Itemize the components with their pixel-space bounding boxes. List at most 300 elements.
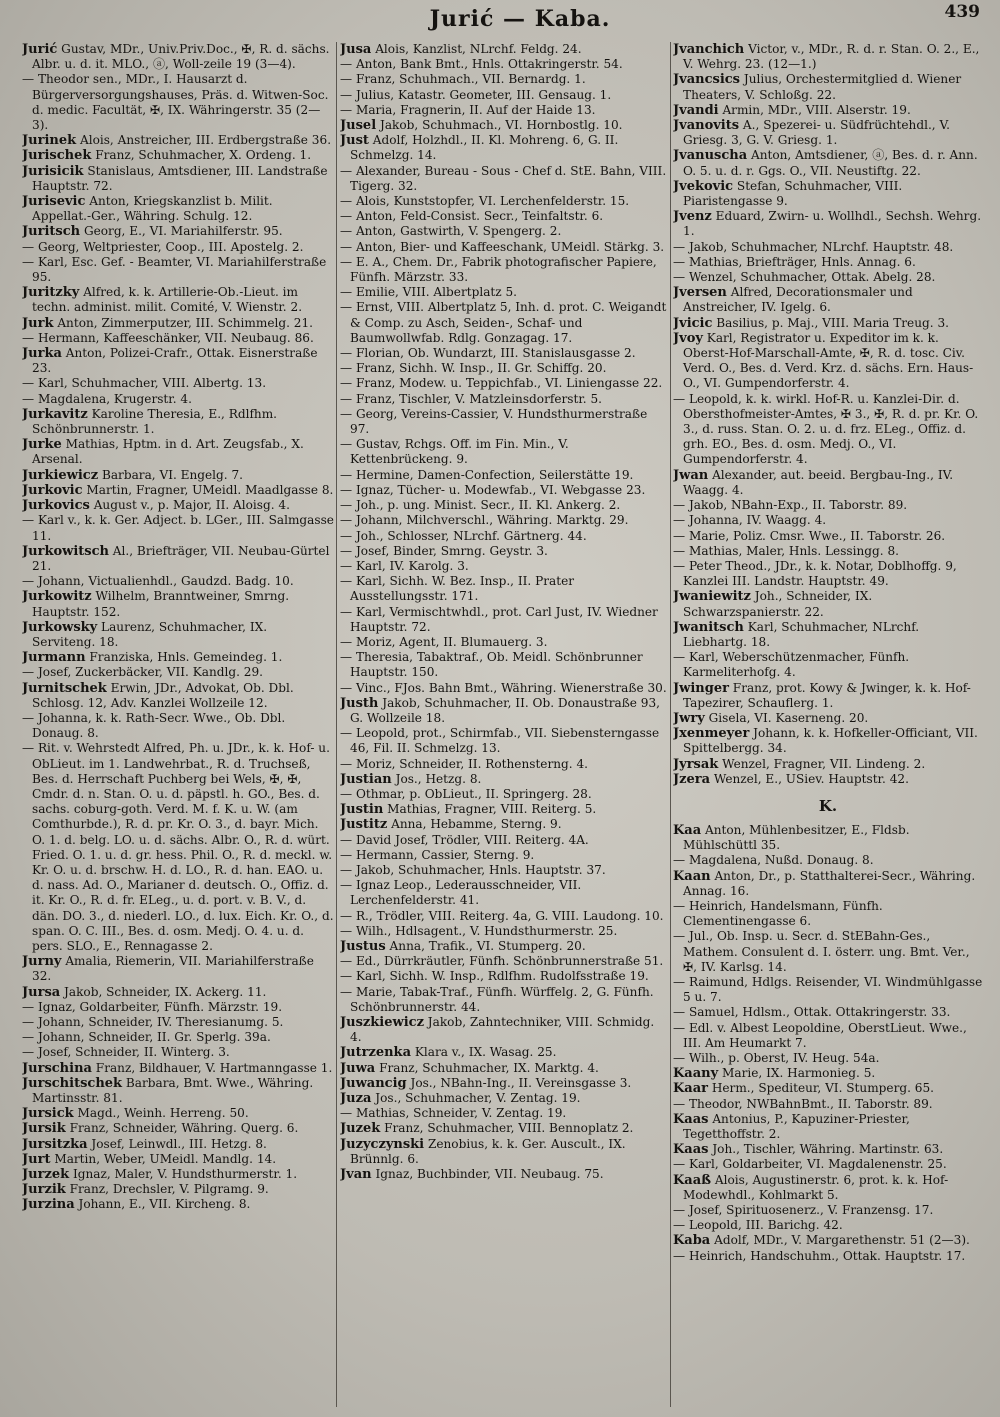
entry-details: Anna, Hebamme, Sterng. 9. [387, 817, 562, 832]
entry-details: Joh., Tischler, Währing. Martinstr. 63. [708, 1142, 944, 1157]
entry-surname: Jvan [340, 1167, 372, 1183]
directory-entry [340, 924, 668, 939]
entry-surname: Justh [340, 695, 379, 711]
directory-entry [22, 954, 334, 984]
entry-surname: Jurk [22, 315, 54, 331]
directory-entry [22, 544, 334, 574]
entry-details: Franziska, Hnls. Gemeindeg. 1. [85, 650, 283, 665]
entry-surname: Kaaß [673, 1172, 712, 1188]
entry-details: — Johanna, IV. Waagg. 4. [673, 513, 827, 528]
directory-entry [22, 164, 334, 194]
entry-details: — Johann, Schneider, IV. Theresianumg. 5. [22, 1015, 284, 1029]
entry-details: — Alois, Kunststopfer, VI. Lerchenfelderstr. 15. [340, 194, 630, 209]
entry-surname: Jurkovics [22, 498, 90, 514]
directory-entry [673, 529, 983, 544]
directory-entry [340, 863, 668, 878]
entry-surname: Kaan [673, 868, 711, 884]
directory-entry [340, 696, 668, 726]
directory-entry [340, 72, 668, 87]
entry-surname: Kaar [673, 1081, 708, 1097]
directory-entry [673, 559, 983, 589]
entry-details: — Magdalena, Krugerstr. 4. [22, 391, 192, 406]
entry-details: — Moriz, Schneider, II. Rothensterng. 4. [340, 756, 588, 771]
directory-entry [340, 650, 668, 680]
directory-entry [22, 1197, 334, 1212]
directory-entry [22, 1030, 334, 1045]
entry-surname: Jwan [673, 467, 709, 483]
directory-entry [340, 300, 668, 346]
entry-details: Joh., Schneider, IX. Schwarzspanierstr. 22. [683, 589, 873, 619]
entry-surname: Justus [340, 938, 386, 954]
entry-details: Wilhelm, Branntweiner, Smrng. Hauptstr. 152. [32, 589, 290, 619]
directory-entry [340, 605, 668, 635]
column-divider [336, 42, 337, 1407]
entry-surname: Jurkowitz [22, 589, 92, 605]
entry-surname: Jurkowsky [22, 619, 98, 635]
entry-details: — Mathias, Schneider, V. Zentag. 19. [340, 1106, 567, 1121]
directory-entry [340, 224, 668, 239]
entry-surname: Jurisicik [22, 163, 84, 179]
entry-details: Franz, Schuhmacher, X. Ordeng. 1. [91, 148, 312, 163]
entry-details: Martin, Weber, UMeidl. Mandlg. 14. [50, 1151, 277, 1166]
directory-entry [340, 574, 668, 604]
entry-details: — Franz, Sichh. W. Insp., II. Gr. Schiffg. 20. [340, 361, 607, 376]
directory-entry [340, 118, 668, 133]
entry-details: Eduard, Zwirn- u. Wollhdl., Sechsh. Wehrg. 1. [683, 209, 982, 239]
entry-surname: Jurny [22, 954, 62, 970]
entry-surname: Jurmann [22, 650, 86, 666]
entry-surname: Jutrzenka [340, 1045, 411, 1061]
entry-details: — Ed., Dürrkräutler, Fünfh. Schönbrunnerstraße 51. [340, 954, 664, 969]
directory-entry [673, 757, 983, 772]
directory-entry [340, 726, 668, 756]
entry-surname: Jurke [22, 437, 62, 453]
directory-entry [673, 1218, 983, 1233]
directory-entry [22, 376, 334, 391]
entry-details: Herm., Spediteur, VI. Stumperg. 65. [708, 1081, 935, 1096]
directory-entry [673, 899, 983, 929]
entry-details: Martin, Fragner, UMeidl. Maadlgasse 8. [82, 482, 334, 497]
entry-details: — Karl, Schuhmacher, VIII. Albertg. 13. [22, 376, 267, 391]
entry-details: — Josef, Schneider, II. Winterg. 3. [22, 1045, 230, 1060]
entry-surname: Jurisevic [22, 194, 86, 210]
entry-details: Zenobius, k. k. Ger. Auscult., IX. Brünnlg. 6. [350, 1136, 626, 1166]
entry-details: Stefan, Schuhmacher, VIII. Piaristengasse 9. [683, 178, 903, 209]
entry-surname: Jvanovits [673, 118, 740, 134]
entry-details: Franz, Schuhmacher, VIII. Bennoplatz 2. [380, 1121, 634, 1136]
entry-details: — Mathias, Briefträger, Hnls. Annag. 6. [673, 254, 916, 269]
directory-entry [22, 240, 334, 255]
entry-details: Karoline Theresia, E., Rdlfhm. Schönbrunnerstr. 1. [32, 406, 278, 437]
entry-details: — Ignaz Leop., Lederausschneider, VII. Lerchenfelderstr. 41. [340, 878, 582, 908]
entry-surname: Jvoy [673, 330, 703, 346]
directory-entry [340, 939, 668, 954]
entry-details: Adolf, Holzhdl., II. Kl. Mohreng. 6, G. II. Schmelzg. 14. [350, 133, 619, 163]
entry-details: Alois, Anstreicher, III. Erdbergstraße 36. [76, 133, 332, 148]
entry-details: Alois, Kanzlist, NLrchf. Feldg. 24. [371, 42, 582, 56]
directory-entry [340, 483, 668, 498]
directory-entry [673, 1021, 983, 1051]
directory-entry [673, 929, 983, 975]
entry-details: — Moriz, Agent, II. Blumauerg. 3. [340, 634, 548, 649]
entry-details: Georg, E., VI. Mariahilferstr. 95. [80, 224, 283, 239]
entry-details: Magd., Weinh. Herreng. 50. [73, 1106, 249, 1121]
directory-entry [340, 376, 668, 391]
directory-entry [340, 802, 668, 817]
entry-surname: Jurka [22, 346, 62, 362]
directory-entry [340, 468, 668, 483]
entry-details: Mathias, Hptm. in d. Art. Zeugsfab., X. Arsenal. [32, 437, 304, 467]
entry-details: Julius, Orchestermitglied d. Wiener Theaters, V. Schloßg. 22. [683, 72, 962, 102]
entry-details: Jos., NBahn-Ing., II. Vereinsgasse 3. [406, 1075, 632, 1090]
entry-surname: Jurzina [22, 1197, 75, 1213]
directory-entry [340, 42, 668, 57]
entry-surname: Jvandi [673, 102, 719, 118]
entry-details: — Leopold, k. k. wirkl. Hof-R. u. Kanzlei-Dir. d. Obersthofmeister-Amtes, ✠ 3., ✠, R. d. pr. Kr. O. 3., d. russ. Stan. O. 2. u. d. frz. ELeg., Offiz. d. grh. EO., Bes. d. osm. Medj. O., VI. Gumpendorferstr. 4. [673, 391, 979, 467]
directory-entry [673, 1249, 983, 1264]
directory-entry [673, 1157, 983, 1172]
entry-details: — Josef, Spirituosenerz., V. Franzensg. 17. [673, 1203, 934, 1218]
entry-details: Basilius, p. Maj., VIII. Maria Treug. 3. [712, 315, 949, 330]
entry-details: Anton, Zimmerputzer, III. Schimmelg. 21. [53, 315, 314, 330]
entry-details: Anton, Amtsdiener, ⓐ, Bes. d. r. Ann. O. 5. u. d. r. Ggs. O., VII. Neustiftg. 22. [683, 148, 978, 178]
entry-details: Mathias, Fragner, VIII. Reiterg. 5. [383, 802, 597, 817]
entry-surname: Jurić [22, 42, 58, 57]
entry-details: — Anton, Feld-Consist. Secr., Teinfaltstr. 6. [340, 209, 604, 224]
directory-entry [673, 711, 983, 726]
entry-details: Alfred, k. k. Artillerie-Ob.-Lieut. im techn. administ. milit. Comité, V. Wienstr. 2. [32, 285, 303, 315]
entry-details: Jos., Hetzg. 8. [391, 771, 482, 786]
entry-details: — Julius, Katastr. Geometer, III. Gensaug. 1. [340, 87, 612, 102]
entry-details: Franz, Schneider, Währing. Querg. 6. [65, 1121, 299, 1136]
entry-surname: Juszkiewicz [340, 1015, 424, 1030]
directory-entry [673, 589, 983, 619]
entry-surname: Jzera [673, 771, 711, 787]
entry-details: Armin, MDr., VIII. Alserstr. 19. [718, 102, 911, 117]
entry-details: — Hermann, Kaffeeschänker, VII. Neubaug. 86. [22, 330, 314, 345]
column-3-entries [673, 42, 983, 787]
entry-surname: Jursick [22, 1106, 74, 1122]
entry-details: — Johann, Milchverschl., Währing. Marktg. 29. [340, 513, 629, 528]
directory-entry [22, 620, 334, 650]
entry-details: Amalia, Riemerin, VII. Mariahilferstraße 32. [32, 954, 314, 984]
directory-entry [340, 635, 668, 650]
entry-details: Jakob, Zahntechniker, VIII. Schmidg. 4. [350, 1015, 655, 1045]
entry-details: — Anton, Bank Bmt., Hnls. Ottakringerstr. 54. [340, 57, 623, 72]
directory-entry [22, 468, 334, 483]
entry-details: — Karl, Sichh. W. Bez. Insp., II. Prater Ausstellungsstr. 171. [340, 574, 575, 604]
entry-details: — Leopold, III. Barichg. 42. [673, 1218, 843, 1233]
entry-surname: Juzek [340, 1121, 381, 1137]
entry-details: — Leopold, prot., Schirmfab., VII. Siebensterngasse 46, Fil. II. Schmelzg. 13. [340, 726, 660, 756]
entry-surname: Juza [340, 1091, 372, 1107]
directory-entry [22, 437, 334, 467]
directory-entry [673, 620, 983, 650]
page-number: 439 [944, 2, 980, 22]
entry-details: Josef, Leinwdl., III. Hetzg. 8. [87, 1136, 267, 1151]
entry-details: Anton, Dr., p. Statthalterei-Secr., Währing. Annag. 16. [683, 868, 976, 898]
entry-surname: Jwry [673, 710, 705, 726]
entry-details: Wenzel, E., USiev. Hauptstr. 42. [710, 771, 909, 786]
entry-details: — Peter Theod., JDr., k. k. Notar, Doblhoffg. 9, Kanzlei III. Landstr. Hauptstr. 49. [673, 558, 957, 589]
directory-entry [340, 57, 668, 72]
entry-details: — Wilh., p. Oberst, IV. Heug. 54a. [673, 1051, 880, 1065]
entry-details: Ignaz, Maler, V. Hundsthurmerstr. 1. [69, 1167, 298, 1182]
entry-details: Franz, Drechsler, V. Pilgramg. 9. [65, 1182, 269, 1197]
entry-details: — Emilie, VIII. Albertplatz 5. [340, 285, 518, 300]
entry-surname: Jwinger [673, 680, 729, 696]
entry-details: — Jakob, Schuhmacher, NLrchf. Hauptstr. 48. [673, 239, 954, 254]
directory-entry [673, 179, 983, 209]
entry-details: Anton, Polizei-Crafr., Ottak. Eisnerstraße 23. [32, 346, 318, 376]
entry-surname: Jvicic [673, 315, 713, 331]
entry-details: Gisela, VI. Kaserneng. 20. [704, 710, 869, 725]
directory-entry [340, 1106, 668, 1121]
directory-entry [673, 209, 983, 239]
directory-entry [673, 1112, 983, 1142]
directory-entry [673, 148, 983, 178]
entry-details: Al., Briefträger, VII. Neubau-Gürtel 21. [32, 543, 330, 573]
entry-details: — Karl, IV. Karolg. 3. [340, 558, 469, 573]
directory-entry [673, 1005, 983, 1020]
entry-surname: Juwancig [340, 1075, 407, 1091]
directory-entry [673, 823, 983, 853]
entry-details: — Rit. v. Wehrstedt Alfred, Ph. u. JDr., k. k. Hof- u. ObLieut. im 1. Landwehrbat., R. d. Truchseß, Bes. d. Herrschaft Puchberg bei Wels, ✠, ✠, Cmdr. d. n. Stan. O. u. d. päpstl. h. GO., Bes. d. sachs. coburg-goth. Verd. M. f. K. u. W. (am Comthurbde.), R. d. pr. Kr. O. 3., d. bayr. Mich. O. 1. d. belg. LO. u. d. sächs. Albr. O., R. d. würt. Fried. O. 1. u. d. gr. hess. Phil. O., R. d. meckl. w. Kr. O. u. d. brschw. H. d. LO., R. d. han. EAO. u. d. nass. Ad. O., Marianer d. deutsch. O., Offiz. d. it. Kr. O., R. d. fr. ELeg., u. d. port. v. B. V., d. dän. DO. 3., d. niederl. LO., d. lux. Eich. Kr. O., d. span. O. C. III., Bes. d. osm. Medj. O. 4. u. d. pers. SLO., E., Rennagasse 2. [22, 741, 334, 953]
entry-details: — Johann, Schneider, II. Gr. Sperlg. 39a. [22, 1030, 271, 1045]
entry-details: — Wilh., Hdlsagent., V. Hundsthurmerstr. 25. [340, 923, 618, 938]
directory-entry [673, 1097, 983, 1112]
entry-details: — Karl, Vermischtwhdl., prot. Carl Just, IV. Wiedner Hauptstr. 72. [340, 604, 658, 634]
entry-surname: Jurkavitz [22, 406, 88, 422]
directory-entry [22, 133, 334, 148]
entry-details: Victor, v., MDr., R. d. r. Stan. O. 2., E., V. Wehrg. 23. (12—1.) [683, 42, 980, 72]
entry-surname: Jurschitschek [22, 1075, 123, 1091]
entry-details: Laurenz, Schuhmacher, IX. Serviteng. 18. [32, 619, 268, 649]
directory-entry [22, 1182, 334, 1197]
directory-entry [340, 772, 668, 787]
directory-entry [673, 118, 983, 148]
entry-details: — Ignaz, Goldarbeiter, Fünfh. Märzstr. 19. [22, 999, 283, 1014]
column-3 [673, 42, 983, 1409]
entry-details: Barbara, Bmt. Wwe., Währing. Martinsstr. 81. [32, 1075, 314, 1106]
directory-entry [340, 817, 668, 832]
entry-details: Jos., Schuhmacher, V. Zentag. 19. [371, 1091, 581, 1106]
entry-details: — Raimund, Hdlgs. Reisender, VI. Windmühlgasse 5 u. 7. [673, 974, 983, 1005]
entry-details: Franz, prot. Kowy & Jwinger, k. k. Hof-Tapezirer, Schauflerg. 1. [683, 680, 971, 710]
directory-entry [673, 316, 983, 331]
entry-surname: Juritsch [22, 224, 81, 240]
entry-details: — David Josef, Trödler, VIII. Reiterg. 4A. [340, 832, 589, 847]
entry-details: — Karl, Weberschützenmacher, Fünfh. Karmeliterhofg. 4. [673, 650, 910, 680]
directory-entry [340, 240, 668, 255]
directory-entry [673, 650, 983, 680]
directory-entry [22, 513, 334, 543]
directory-entry [673, 681, 983, 711]
page-header [0, 0, 1000, 40]
entry-details: — Theodor, NWBahnBmt., II. Taborstr. 89. [673, 1096, 933, 1111]
entry-details: — Karl, Esc. Gef. - Beamter, VI. Mariahilferstraße 95. [22, 254, 327, 285]
directory-entry [22, 589, 334, 619]
directory-entry [340, 513, 668, 528]
directory-entry [340, 757, 668, 772]
entry-surname: Juwa [340, 1060, 376, 1076]
directory-entry [22, 665, 334, 680]
entry-surname: Jurschina [22, 1060, 92, 1076]
entry-details: — Jakob, Schuhmacher, Hnls. Hauptstr. 37. [340, 862, 606, 877]
entry-details: — Alexander, Bureau - Sous - Chef d. StE. Bahn, VIII. Tigerg. 32. [340, 163, 667, 193]
entry-details: — Wenzel, Schuhmacher, Ottak. Abelg. 28. [673, 270, 936, 285]
directory-entry [340, 878, 668, 908]
directory-entry [340, 529, 668, 544]
directory-entry [340, 209, 668, 224]
directory-entry [673, 42, 983, 72]
entry-details: — Vinc., FJos. Bahn Bmt., Währing. Wienerstraße 30. [340, 680, 667, 695]
entry-surname: Jurischek [22, 148, 92, 164]
entry-surname: Kaas [673, 1142, 709, 1158]
directory-entry [22, 681, 334, 711]
directory-entry [673, 726, 983, 756]
entry-surname: Jyrsak [673, 756, 719, 772]
directory-entry [22, 42, 334, 72]
directory-entry [673, 270, 983, 285]
directory-entry [340, 255, 668, 285]
entry-details: Johann, E., VII. Kircheng. 8. [74, 1197, 251, 1212]
entry-surname: Juritzky [22, 285, 80, 301]
directory-entry [340, 985, 668, 1015]
directory-entry [673, 772, 983, 787]
entry-details: Antonius, P., Kapuziner-Priester, Tegetthoffstr. 2. [683, 1111, 910, 1142]
entry-surname: Jusel [340, 118, 377, 134]
directory-entry [673, 331, 983, 392]
entry-details: — Karl, Goldarbeiter, VI. Magdalenenstr. 25. [673, 1157, 947, 1172]
entry-details: — Ignaz, Tücher- u. Modewfab., VI. Webgasse 23. [340, 482, 646, 497]
directory-entry [340, 437, 668, 467]
directory-entry [22, 285, 334, 315]
entry-surname: Jvancsics [673, 72, 740, 88]
entry-details: Marie, IX. Harmonieg. 5. [718, 1066, 876, 1081]
directory-entry [340, 392, 668, 407]
entry-details: Klara v., IX. Wasag. 25. [411, 1045, 557, 1060]
column-divider [670, 42, 671, 1407]
entry-surname: Jurzik [22, 1182, 66, 1198]
entry-details: — Josef, Binder, Smrng. Geystr. 3. [340, 543, 548, 558]
directory-entry [673, 103, 983, 118]
directory-entry [673, 392, 983, 468]
entry-details: Gustav, MDr., Univ.Priv.Doc., ✠, R. d. sächs. Albr. u. d. it. MLO., ⓐ, Woll-zeile 19 (3—4). [32, 42, 330, 72]
directory-entry [340, 909, 668, 924]
section-letter: K. [818, 796, 838, 815]
entry-details: — Hermine, Damen-Confection, Seilerstätte 19. [340, 467, 634, 482]
directory-entry [673, 285, 983, 315]
entry-surname: Jurzek [22, 1167, 70, 1183]
entry-details: — Marie, Tabak-Traf., Fünfh. Würffelg. 2, G. Fünfh. Schönbrunnerstr. 44. [340, 984, 654, 1014]
directory-entry [673, 853, 983, 868]
directory-entry [340, 833, 668, 848]
entry-details: Ignaz, Buchbinder, VII. Neubaug. 75. [371, 1167, 604, 1182]
entry-details: — Florian, Ob. Wundarzt, III. Stanislausgasse 2. [340, 346, 636, 361]
column-1 [22, 42, 334, 1409]
entry-details: — Jakob, NBahn-Exp., II. Taborstr. 89. [673, 498, 908, 513]
directory-entry [673, 255, 983, 270]
directory-entry [340, 1045, 668, 1060]
directory-entry [22, 711, 334, 741]
entry-surname: Jversen [673, 285, 727, 301]
entry-details: Barbara, VI. Engelg. 7. [98, 467, 244, 482]
entry-details: — Josef, Zuckerbäcker, VII. Kandlg. 29. [22, 665, 264, 680]
entry-details: — Gustav, Rchgs. Off. im Fin. Min., V. Kettenbrückeng. 9. [340, 437, 569, 467]
directory-entry [22, 224, 334, 239]
directory-entry [340, 164, 668, 194]
entry-details: — Heinrich, Handelsmann, Fünfh. Clementinengasse 6. [673, 898, 883, 929]
directory-entry [22, 346, 334, 376]
directory-entry [340, 1091, 668, 1106]
column-2 [340, 42, 668, 1409]
entry-details: — Heinrich, Handschuhm., Ottak. Hauptstr. 17. [673, 1248, 966, 1263]
directory-entry [340, 954, 668, 969]
directory-entry [673, 869, 983, 899]
entry-details: — Georg, Vereins-Cassier, V. Hundsthurmerstraße 97. [340, 406, 648, 437]
directory-entry [22, 1121, 334, 1136]
entry-details: Anna, Trafik., VI. Stumperg. 20. [385, 938, 586, 953]
entry-details: — Joh., p. ung. Minist. Secr., II. Kl. Ankerg. 2. [340, 498, 621, 513]
entry-surname: Jvanchich [673, 42, 745, 57]
entry-surname: Jwanitsch [673, 619, 744, 635]
directory-entry [673, 72, 983, 102]
directory-entry [673, 240, 983, 255]
entry-details: — Franz, Tischler, V. Matzleinsdorferstr. 5. [340, 391, 603, 406]
directory-entry [340, 787, 668, 802]
directory-entry [22, 407, 334, 437]
entry-surname: Kaba [673, 1233, 711, 1249]
entry-surname: Kaa [673, 822, 702, 838]
entry-details: Jakob, Schuhmacher, II. Ob. Donaustraße 93, G. Wollzeile 18. [350, 695, 661, 725]
entry-details: — Magdalena, Nußd. Donaug. 8. [673, 853, 874, 868]
entry-surname: Juzyczynski [340, 1136, 425, 1152]
entry-surname: Jusa [340, 42, 372, 57]
entry-surname: Jvekovic [673, 178, 734, 194]
directory-entry [340, 969, 668, 984]
entry-surname: Just [340, 133, 369, 149]
entry-details: — Karl, Sichh. W. Insp., Rdlfhm. Rudolfsstraße 19. [340, 969, 649, 984]
entry-details: — Hermann, Cassier, Sterng. 9. [340, 847, 535, 862]
entry-details: — Marie, Poliz. Cmsr. Wwe., II. Taborstr. 26. [673, 528, 946, 543]
entry-details: — Franz, Modew. u. Teppichfab., VI. Liniengasse 22. [340, 376, 663, 391]
directory-entry [22, 1045, 334, 1060]
directory-entry [340, 1121, 668, 1136]
directory-entry [340, 1137, 668, 1167]
directory-entry [673, 1203, 983, 1218]
directory-entry [340, 88, 668, 103]
entry-surname: Jurinek [22, 133, 77, 149]
directory-entry [673, 1233, 983, 1248]
directory-entry [340, 133, 668, 163]
entry-details: — Anton, Bier- und Kaffeeschank, UMeidl. Stärkg. 3. [340, 239, 665, 254]
directory-entry [22, 650, 334, 665]
entry-details: — E. A., Chem. Dr., Fabrik photografischer Papiere, Fünfh. Märzstr. 33. [340, 254, 657, 285]
entry-details: — Ernst, VIII. Albertplatz 5, Inh. d. prot. C. Weigandt & Comp. zu Asch, Seiden-, Schaf- und Baumwollwfab. Rdlg. Gonzagag. 17. [340, 300, 667, 345]
directory-entry [673, 468, 983, 498]
entry-surname: Jvenz [673, 209, 712, 225]
directory-entry [22, 255, 334, 285]
directory-entry [22, 574, 334, 589]
entry-details: August v., p. Major, II. Aloisg. 4. [89, 498, 290, 513]
directory-entry [340, 498, 668, 513]
directory-entry [340, 1061, 668, 1076]
entry-surname: Jurkovic [22, 482, 83, 498]
entry-surname: Jvanuscha [673, 148, 748, 164]
entry-details: — Samuel, Hdlsm., Ottak. Ottakringerstr. 33. [673, 1005, 951, 1020]
entry-surname: Jursa [22, 984, 61, 1000]
